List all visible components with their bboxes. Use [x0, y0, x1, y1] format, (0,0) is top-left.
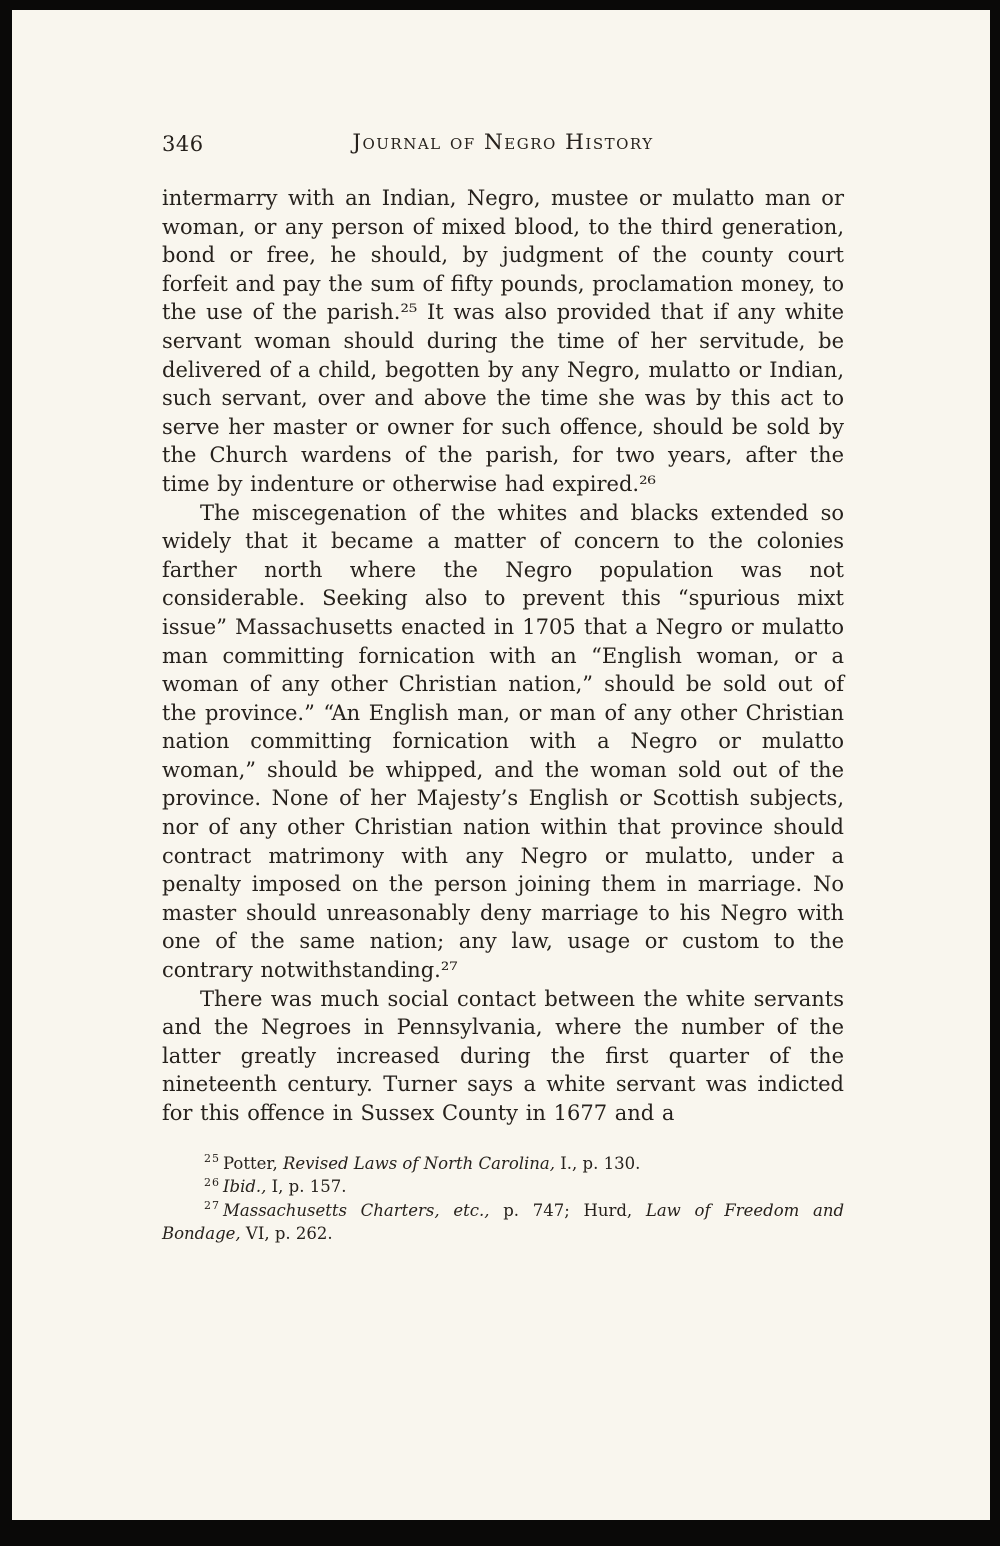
- book-page: [12, 10, 990, 1520]
- paragraph-social-contact: There was much social contact between the white servants and the Negroes in Pennsylvania, where the number of the latter greatly increased during the first quarter of the nineteenth century. Turner says a white servant was indicted for this offence in Sussex County in 1677 and a: [162, 986, 844, 1125]
- footnote-27: [162, 1199, 844, 1246]
- footnote-marker: 26: [204, 1175, 220, 1189]
- footnote-title: Ibid.,: [223, 1177, 267, 1197]
- footnote-marker: 25: [204, 1152, 220, 1166]
- footnote-title: Massachusetts Charters, etc.,: [223, 1200, 490, 1220]
- paragraph-miscegenation: The miscegenation of the whites and blacks extended so widely that it became a matter of concern to the colonies farther north where the Negro population was not considerable. Seeking also to prevent this “spurious mixt issue” Massachusetts enacted in 1705 that a Negro or mulatto man committing fornication with an “English woman, or a woman of any other Christian nation,” should be sold out of the province.” “An English man, or man of any other Christian nation committing fornication with a Negro or mulatto woman,” should be whipped, and the woman sold out of the province. None of her Majesty’s English or Scottish subjects, nor of any other Christian nation within that province should contract matrimony with any Negro or mulatto, under a penalty imposed on the person joining them in marriage. No master should unreasonably deny marriage to his Negro with one of the same nation; any law, usage or custom to the contrary notwithstanding.²⁷: [162, 500, 844, 983]
- footnote-26: [162, 1175, 844, 1199]
- footnote-title: Law of Freedom and Bondage,: [162, 1200, 845, 1244]
- journal-title: Journal of Negro History: [352, 130, 654, 155]
- footnote-text: I, p. 157.: [266, 1177, 347, 1197]
- footnote-25: [162, 1152, 844, 1176]
- footnote-marker: 27: [204, 1199, 220, 1213]
- footnote-title: Revised Laws of North Carolina,: [282, 1153, 556, 1173]
- footnote-text: I., p. 130.: [555, 1153, 641, 1173]
- page-number: 346: [162, 132, 204, 156]
- paragraph-continuation: intermarry with an Indian, Negro, mustee or mulatto man or woman, or any person of mixed blood, to the third generation, bond or free, he should, by judgment of the county court forfeit and pay the sum of fifty pounds, proclamation money, to the use of the parish.²⁵ It was also provided that if any white servant woman should during the time of her servitude, be delivered of a child, begotten by any Negro, mulatto or Indian, such servant, over and above the time she was by this act to serve her master or owner for such offence, should be sold by the Church wardens of the parish, for two years, after the time by indenture or otherwise had expired.²⁶: [162, 186, 844, 496]
- footnote-text: Potter,: [223, 1153, 283, 1173]
- footnote-text: VI, p. 262.: [240, 1224, 333, 1244]
- running-head: [162, 130, 844, 160]
- footnote-text: p. 747; Hurd,: [489, 1200, 646, 1220]
- footnotes-section: [162, 1152, 844, 1246]
- body-text: [162, 184, 844, 1128]
